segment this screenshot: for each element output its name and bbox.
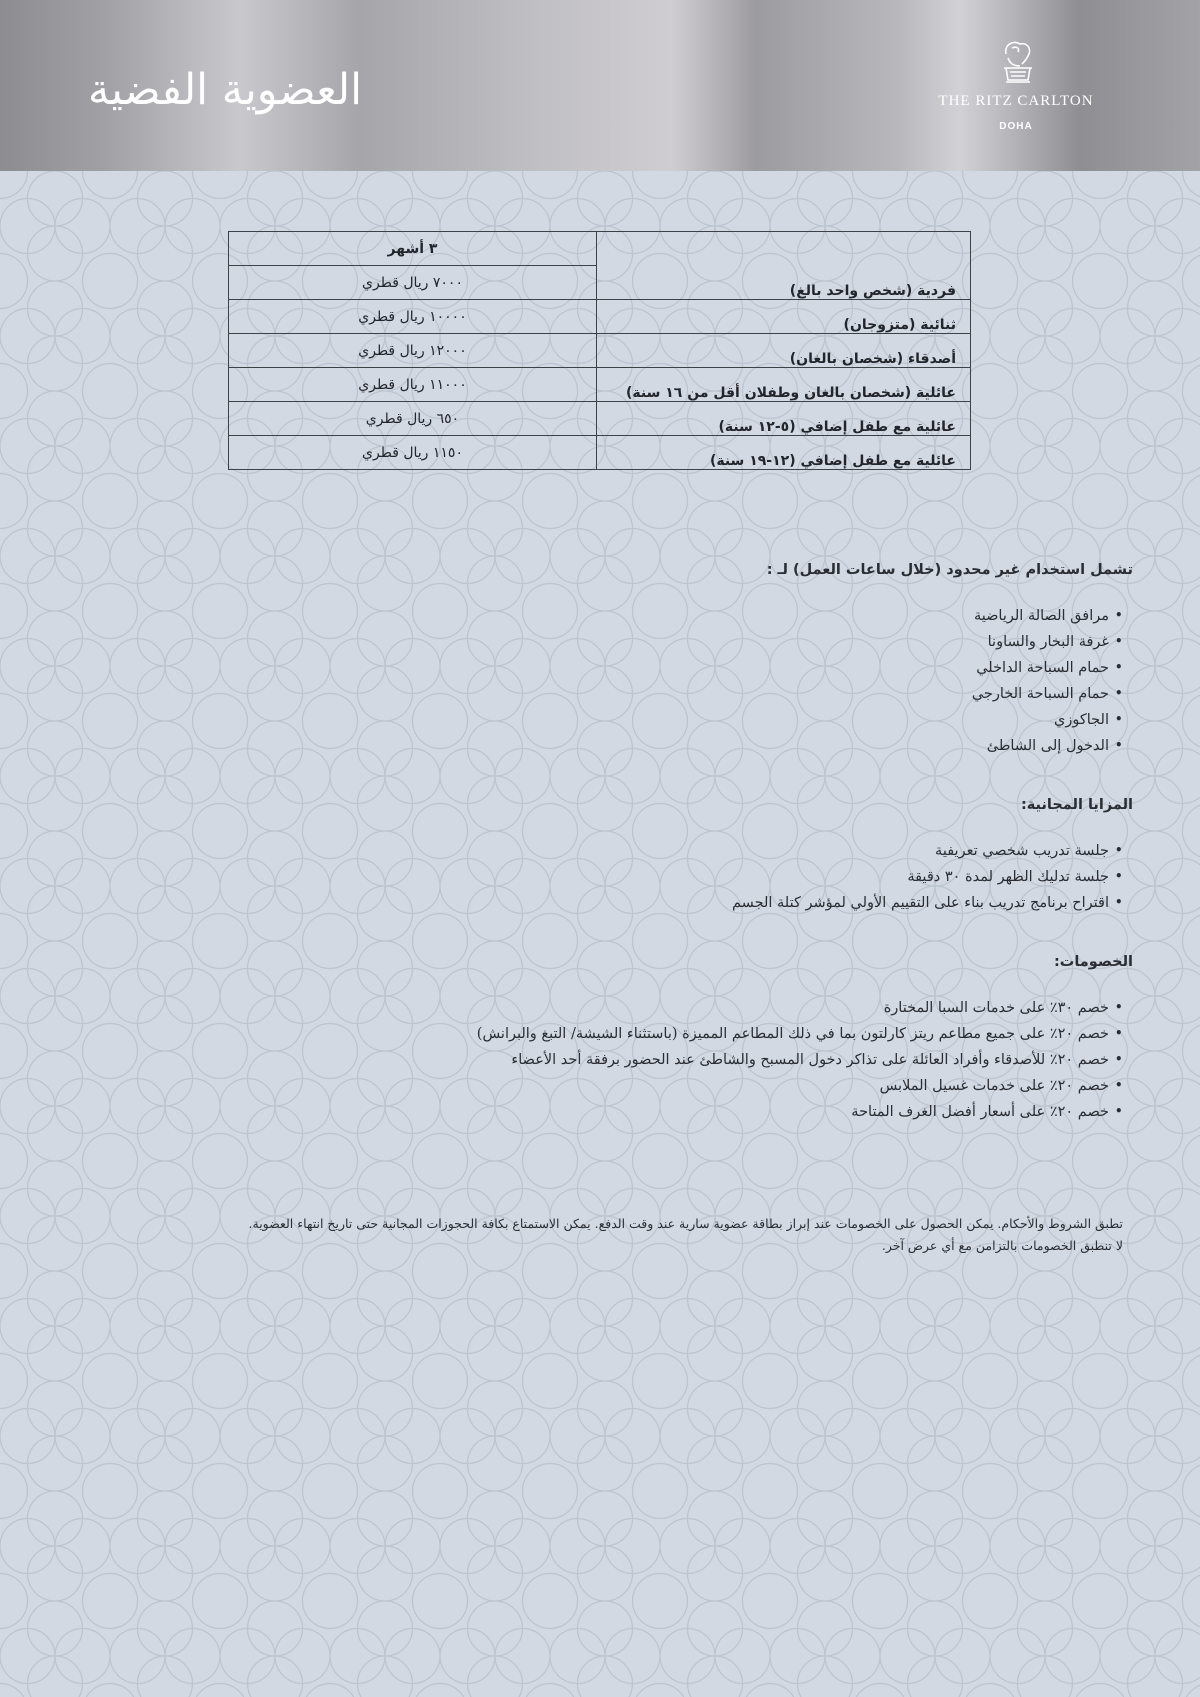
terms-footnote: [230, 1213, 1123, 1257]
access-heading: تشمل استخدام غير محدود (خلال ساعات العمل) لـ :: [766, 562, 1133, 578]
list-item: • الدخول إلى الشاطئ: [230, 733, 1123, 759]
table-cell: عائلية مع طفل إضافي (٥-١٢ سنة): [597, 402, 971, 436]
list-item: • حمام السباحة الداخلي: [230, 655, 1123, 681]
discounts-heading: الخصومات:: [1053, 954, 1133, 970]
list-item: • اقتراح برنامج تدريب بناء على التقييم الأولي لمؤشر كتلة الجسم: [230, 890, 1123, 916]
table-cell: فردية (شخص واحد بالغ): [597, 232, 971, 300]
table-cell: ٧٠٠٠ ريال قطري: [229, 266, 597, 300]
table-row: [229, 436, 971, 470]
membership-details: [230, 552, 1133, 1153]
list-item: • خصم ٢٠٪ للأصدقاء وأفراد العائلة على تذاكر دخول المسبح والشاطئ عند الحضور برفقة أحد الأعضاء: [230, 1047, 1123, 1073]
list-item: • الجاكوزي: [230, 707, 1123, 733]
table-cell: ثنائية (متزوجان): [597, 300, 971, 334]
terms-line-2: لا تنطبق الخصومات بالتزامن مع أي عرض آخر.: [881, 1238, 1123, 1253]
header-banner: [0, 0, 1200, 171]
table-row: [229, 368, 971, 402]
table-cell: ١٢٠٠٠ ريال قطري: [229, 334, 597, 368]
table-cell: عائلية (شخصان بالغان وطفلان أقل من ١٦ سنة): [597, 368, 971, 402]
benefits-heading: المزايا المجانية:: [1020, 797, 1133, 813]
table-row: [229, 300, 971, 334]
table-cell: عائلية مع طفل إضافي (١٢-١٩ سنة): [597, 436, 971, 470]
list-item: • حمام السباحة الخارجي: [230, 681, 1123, 707]
list-item: • جلسة تدريب شخصي تعريفية: [230, 838, 1123, 864]
discounts-list: [230, 995, 1133, 1125]
list-item: • جلسة تدليك الظهر لمدة ٣٠ دقيقة: [230, 864, 1123, 890]
page-title: العضوية الفضية: [88, 65, 363, 115]
brand-name: THE RITZ CARLTON: [938, 93, 1094, 109]
table-cell: أصدقاء (شخصان بالغان): [597, 334, 971, 368]
list-item: • خصم ٣٠٪ على خدمات السبا المختارة: [230, 995, 1123, 1021]
brand-city: DOHA: [999, 121, 1033, 132]
table-cell: ١١٥٠ ريال قطري: [229, 436, 597, 470]
duration-header: ٣ أشهر: [229, 232, 597, 266]
access-list: [230, 603, 1133, 759]
table-row: [229, 232, 971, 266]
table-cell: ١٠٠٠٠ ريال قطري: [229, 300, 597, 334]
table-row: [229, 334, 971, 368]
table-cell: ١١٠٠٠ ريال قطري: [229, 368, 597, 402]
lion-crest-icon: [996, 38, 1040, 86]
table-row: [229, 402, 971, 436]
list-item: • خصم ٢٠٪ على خدمات غسيل الملابس: [230, 1073, 1123, 1099]
table-cell: ٦٥٠ ريال قطري: [229, 402, 597, 436]
list-item: • خصم ٢٠٪ على جميع مطاعم ريتز كارلتون بما في ذلك المطاعم المميزة (باستثناء الشيشة/ التبغ والبرانش): [230, 1021, 1123, 1047]
list-item: • غرفة البخار والساونا: [230, 629, 1123, 655]
membership-price-table: [228, 231, 971, 470]
terms-line-1: تطبق الشروط والأحكام. يمكن الحصول على الخصومات عند إبراز بطاقة عضوية سارية عند وقت الدفع. يمكن الاستمتاع بكافة الحجوزات المجانية حتى تاريخ انتهاء العضوية.: [248, 1216, 1123, 1231]
list-item: • مرافق الصالة الرياضية: [230, 603, 1123, 629]
benefits-list: [230, 838, 1133, 916]
list-item: • خصم ٢٠٪ على أسعار أفضل الغرف المتاحة: [230, 1099, 1123, 1125]
